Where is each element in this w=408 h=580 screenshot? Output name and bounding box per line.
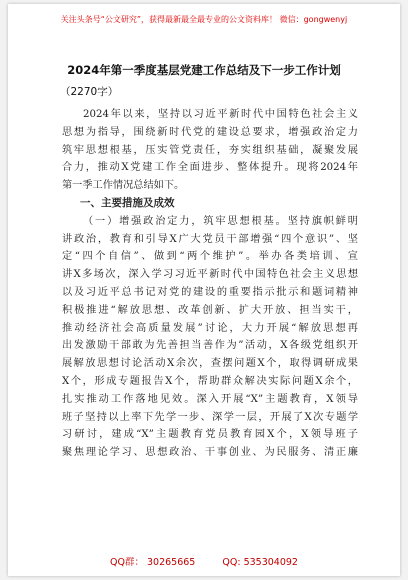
body-line: 讲X多场次，深入学习习近平新时代中国特色社会主义思想 [62, 269, 358, 281]
body-line: 出发激励干部敢为先善担当善作为”活动，X各级党组织开 [62, 340, 358, 352]
contact-footer [8, 554, 400, 568]
body-line: 展解放思想讨论活动X余次，查摆问题X个，取得调研成果 [62, 358, 358, 370]
section-heading: 一、主要措施及成效 [80, 196, 175, 209]
body-line: 聚焦理论学习、思想政治、干事创业、为民服务、清正廉 [62, 447, 358, 459]
body-line: 以及习近平总书记对党的建设的重要指示批示和题词精神 [62, 286, 358, 298]
body-line: 定“四个自信”、做到“两个维护”。举办各类培训、宣 [62, 251, 358, 263]
body-line: 习研讨，建成“X”主题教育党员教育园X个，X领导班子 [62, 429, 358, 441]
body-line: 积极推进“解放思想、改革创新、扩大开放、担当实干， [62, 304, 358, 316]
body-line: 扎实推动工作落地见效。深入开展“X”主题教育，X领导 [62, 393, 358, 405]
qq-group: QQ群： 30265665 [110, 557, 196, 568]
body-line: X个，形成专题报告X个，帮助群众解决实际问题X余个， [62, 375, 358, 387]
body-line: 第一季工作情况总结如下。 [62, 180, 185, 192]
body-line: 班子坚持以上率下先学一步、深学一层，开展了X次专题学 [62, 411, 358, 423]
body-line: （一）增强政治定力，筑牢思想根基。坚持旗帜鲜明 [83, 215, 358, 227]
body-line: 合力，推动X党建工作全面进步、整体提升。现将2024年 [62, 162, 358, 174]
body-line: 2024年以来，坚持以习近平新时代中国特色社会主义 [83, 109, 358, 120]
body-line: 讲政治，教育和引导X广大党员干部增强“四个意识”、坚 [62, 233, 358, 245]
qq-number: QQ: 535304092 [222, 557, 298, 568]
document-title: 2024年第一季度基层党建工作总结及下一步工作计划 [67, 63, 341, 77]
document-body [62, 106, 358, 462]
body-line: 思想为指导，围绕新时代党的建设总要求，增强政治定力 [62, 126, 358, 138]
document-page [8, 4, 400, 576]
word-count: （2270字） [60, 86, 119, 98]
body-line: 推动经济社会高质量发展”讨论，大力开展“解放思想再 [62, 322, 358, 334]
body-line: 筑牢思想根基，压实管党责任，夯实组织基础，凝聚发展 [62, 144, 358, 156]
promo-banner: 关注头条号“公文研究”，获得最新最全最专业的公文资料库！ 微信：gongwenyj [60, 15, 348, 24]
